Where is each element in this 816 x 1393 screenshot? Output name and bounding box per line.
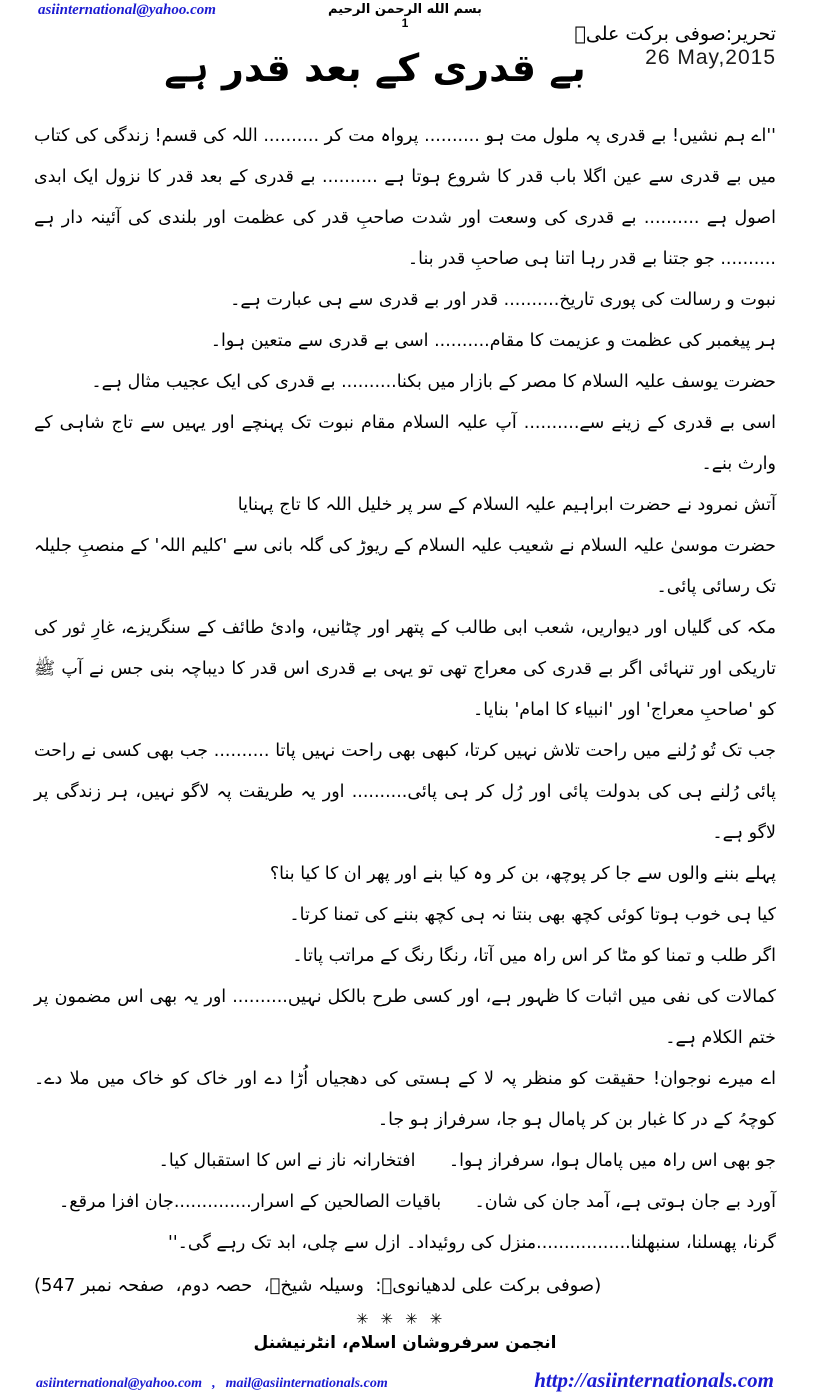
body-paragraph: آتش نمرود نے حضرت ابراہیم علیہ السلام کے سر پر خلیل اللہ کا تاج پہنایا	[237, 495, 776, 515]
body-paragraph: حضرت یوسف علیہ السلام کا مصر کے بازار میں بکنا.......... بے قدری کی ایک عجیب مثال ہے۔	[91, 372, 776, 392]
body-paragraph: پہلے بننے والوں سے جا کر پوچھ، بن کر وہ کیا بنے اور پھر ان کا کیا بنا؟	[269, 864, 776, 884]
body-paragraph: جو بھی اس راہ میں پامال ہوا، سرفراز ہوا۔ افتخارانہ ناز نے اس کا استقبال کیا۔	[158, 1151, 776, 1171]
footer-email-asi-link[interactable]: mail@asiinternationals.com	[225, 1376, 388, 1391]
page-number: 1	[401, 16, 409, 30]
body-paragraph: اسی بے قدری کے زینے سے.......... آپ علیہ السلام مقام نبوت تک پہنچے اور یہیں سے تاج شاہی کے وارث بنے۔	[34, 413, 776, 474]
body-paragraph: کیا ہی خوب ہوتا کوئی کچھ بھی بنتا نہ ہی کچھ بننے کی تمنا کرتا۔	[289, 905, 776, 925]
body-paragraph: اے میرے نوجوان! حقیقت کو منظر پہ لا کے ہستی کی دھجیاں اُڑا دے اور خاک کو خاک میں ملا دے۔ کوچہُ کے در کا غبار بن کر پامال ہو جا، سرفراز ہو جا۔	[34, 1069, 776, 1130]
body-paragraph: حضرت موسیٰ علیہ السلام نے شعیب علیہ السلام کے ریوڑ کی گلہ بانی سے 'کلیم اللہ' کے منصبِ جلیلہ تک رسائی پائی۔	[34, 536, 776, 597]
footer-email-yahoo-link[interactable]: asiinternational@yahoo.com	[36, 1376, 203, 1391]
body-paragraph: کمالات کی نفی میں اثبات کا ظہور ہے، اور کسی طرح بالکل نہیں.......... اور یہ بھی اس مضمون پر ختم الکلام ہے۔	[34, 987, 776, 1048]
footer-website-link[interactable]: http://asiinternationals.com	[534, 1368, 774, 1392]
page-footer	[34, 1368, 776, 1393]
author-byline: تحریر:صوفی برکت علیؒ	[574, 23, 776, 45]
page-header	[34, 2, 776, 110]
organization-name: انجمن سرفروشان اسلام، انٹرنیشنل	[253, 1333, 557, 1353]
document-body	[34, 116, 776, 1264]
body-paragraph: مکہ کی گلیاں اور دیواریں، شعب ابی طالب کے پتھر اور چٹانیں، وادیٔ طائف کے سنگریزے، غارِ ثور کی تاریکی اور تنہائی اگر بے قدری کی معراج تھی تو یہی بے قدری اس قدر کا دیباچہ بنی جس نے آپ ﷺ کو 'صاحبِ معراج' اور 'انبیاء کا امام' بنایا۔	[34, 618, 776, 720]
footer-emails	[36, 1376, 388, 1392]
header-email-link[interactable]: asiinternational@yahoo.com	[38, 2, 216, 18]
page-title: بے قدری کے بعد قدر ہے	[164, 46, 586, 90]
document-date: 26 May,2015	[645, 46, 776, 69]
body-paragraph: ہر پیغمبر کی عظمت و عزیمت کا مقام.......... اسی بے قدری سے متعین ہوا۔	[210, 331, 776, 351]
body-paragraph: نبوت و رسالت کی پوری تاریخ.......... قدر اور بے قدری سے ہی عبارت ہے۔	[230, 290, 776, 310]
body-paragraph: اگر طلب و تمنا کو مٹا کر اس راہ میں آتا، رنگا رنگ کے مراتب پاتا۔	[292, 946, 776, 966]
footer-email-separator: ,	[212, 1376, 216, 1391]
body-paragraph: ''اے ہم نشیں! بے قدری پہ ملول مت ہو .......... پرواہ مت کر .......... اللہ کی قسم! زندگی کی کتاب میں بے قدری سے عین اگلا باب قدر کا شروع ہوتا ہے .......... بے قدری کے بعد قدر کا نزول ایک ابدی اصول ہے .......... بے قدری کی وسعت اور شدت صاحبِ قدر کی عظمت اور بلندی کی آئینہ دار ہے .......... جو جتنا بے قدر رہا اتنا ہی صاحبِ قدر بنا۔	[34, 126, 776, 269]
body-paragraph: گرنا، پھسلنا، سنبھلنا.................منزل کی روئیداد۔ ازل سے چلی، ابد تک رہے گی۔''	[168, 1233, 776, 1253]
body-paragraph: جب تک تُو رُلنے میں راحت تلاش نہیں کرتا، کبھی بھی راحت نہیں پاتا .......... جب بھی کسی نے راحت پائی رُلنے ہی کی بدولت پائی اور رُل کر ہی پائی.......... اور یہ طریقت پہ لاگو نہیں، ہر زندگی پر لاگو ہے۔	[34, 741, 776, 843]
bismillah-text: بسم الله الرحمن الرحيم	[328, 2, 482, 17]
body-paragraph: آورد بے جان ہوتی ہے، آمد جان کی شان۔ باقیات الصالحین کے اسرار..............جان افزا مرقع۔	[59, 1192, 776, 1212]
ornament-divider-icon: ✳✳✳✳	[355, 1310, 455, 1328]
source-citation: (صوفی برکت علی لدھیانویؒ: وسیلہ شیخؒ، حصہ دوم، صفحہ نمبر 547)	[34, 1275, 602, 1296]
